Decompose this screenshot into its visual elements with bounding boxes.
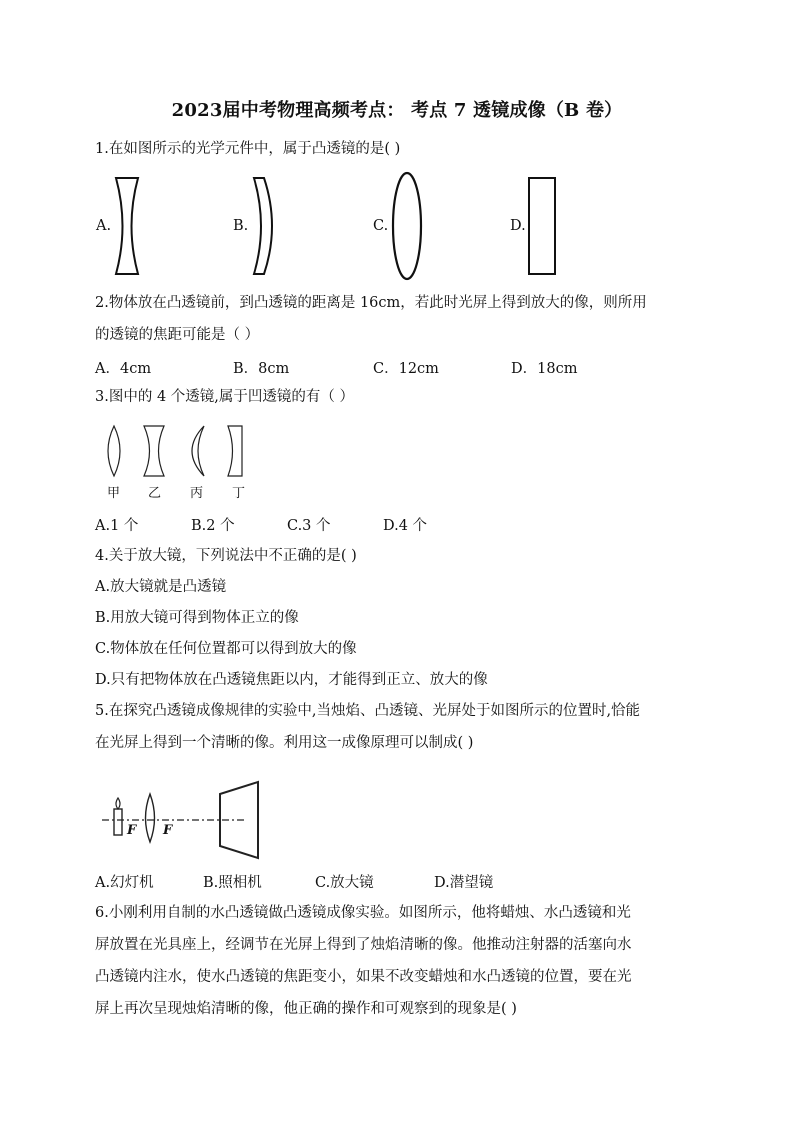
q3-label-yi: 乙 [148,486,162,501]
lens-bing-icon [192,426,204,476]
q3-option-b: B.2 个 [191,518,235,534]
q5-option-a: A.幻灯机 [95,875,154,891]
q1-option-b-label: B. [233,218,249,234]
lens-ding-icon [228,426,242,476]
q6-line1: 6.小刚利用自制的水凸透镜做凸透镜成像实验。如图所示，他将蜡烛、水凸透镜和光 [95,905,631,921]
q2-stem-line2: 的透镜的焦距可能是（ ） [95,327,260,343]
q5-stem-line2: 在光屏上得到一个清晰的像。利用这一成像原理可以制成( ) [95,735,474,751]
page-title: 2023届中考物理高频考点： 考点 7 透镜成像（B 卷） [171,100,623,121]
lens-jia-icon [108,426,120,476]
q6-line4: 屏上再次呈现烛焰清晰的像，他正确的操作和可观察到的现象是( ) [95,1001,517,1017]
q5-optics-bench-figure [100,780,260,860]
biconcave-lens-figure [116,178,138,274]
q3-label-jia: 甲 [107,486,121,501]
q1-stem: 1.在如图所示的光学元件中，属于凸透镜的是( ) [95,141,401,157]
q2-stem-line1: 2.物体放在凸透镜前，到凸透镜的距离是 16cm，若此时光屏上得到放大的像，则所用 [95,295,647,311]
q2-option-a: A．4cm [95,361,152,377]
q6-line3: 凸透镜内注水，使水凸透镜的焦距变小，如果不改变蜡烛和水凸透镜的位置，要在光 [95,969,632,985]
q5-focal-label-right: F [163,823,173,838]
q1-option-c-figure [387,170,427,282]
q1-option-a-label: A. [96,218,112,234]
q3-option-a: A.1 个 [95,518,139,534]
q5-option-d: D.潜望镜 [434,875,494,891]
q2-option-d: D．18cm [511,361,578,377]
q4-stem: 4.关于放大镜，下列说法中不正确的是( ) [95,548,357,564]
glass-slab-figure [529,178,555,274]
q1-option-a-figure [110,176,144,276]
q1-option-d-figure [527,176,557,276]
q1-option-c-label: C. [373,218,389,234]
q3-label-ding: 丁 [232,486,246,501]
q6-line2: 屏放置在光具座上，经调节在光屏上得到了烛焰清晰的像。他推动注射器的活塞向水 [95,937,632,953]
lens-yi-icon [144,426,164,476]
q3-option-d: D.4 个 [383,518,428,534]
meniscus-lens-figure [254,178,272,274]
q4-option-b: B.用放大镜可得到物体正立的像 [95,610,299,626]
q3-stem: 3.图中的 4 个透镜,属于凹透镜的有（ ） [95,389,354,405]
biconvex-lens-figure [393,173,421,279]
q2-option-c: C．12cm [373,361,439,377]
q4-option-d: D.只有把物体放在凸透镜焦距以内，才能得到正立、放大的像 [95,672,488,688]
q3-option-c: C.3 个 [287,518,331,534]
q5-focal-label-left: F [127,823,137,838]
q5-option-c: C.放大镜 [315,875,374,891]
convex-lens-icon [146,794,155,842]
q4-option-a: A.放大镜就是凸透镜 [95,579,227,595]
candle-icon [114,798,122,835]
q5-option-b: B.照相机 [203,875,262,891]
q2-option-b: B．8cm [233,361,290,377]
q1-option-b-figure [246,176,282,276]
q4-option-c: C.物体放在任何位置都可以得到放大的像 [95,641,357,657]
q5-stem-line1: 5.在探究凸透镜成像规律的实验中,当烛焰、凸透镜、光屏处于如图所示的位置时,恰能 [95,703,641,719]
q3-label-bing: 丙 [190,486,204,501]
q3-figure [100,424,260,480]
q1-option-d-label: D. [510,218,526,234]
